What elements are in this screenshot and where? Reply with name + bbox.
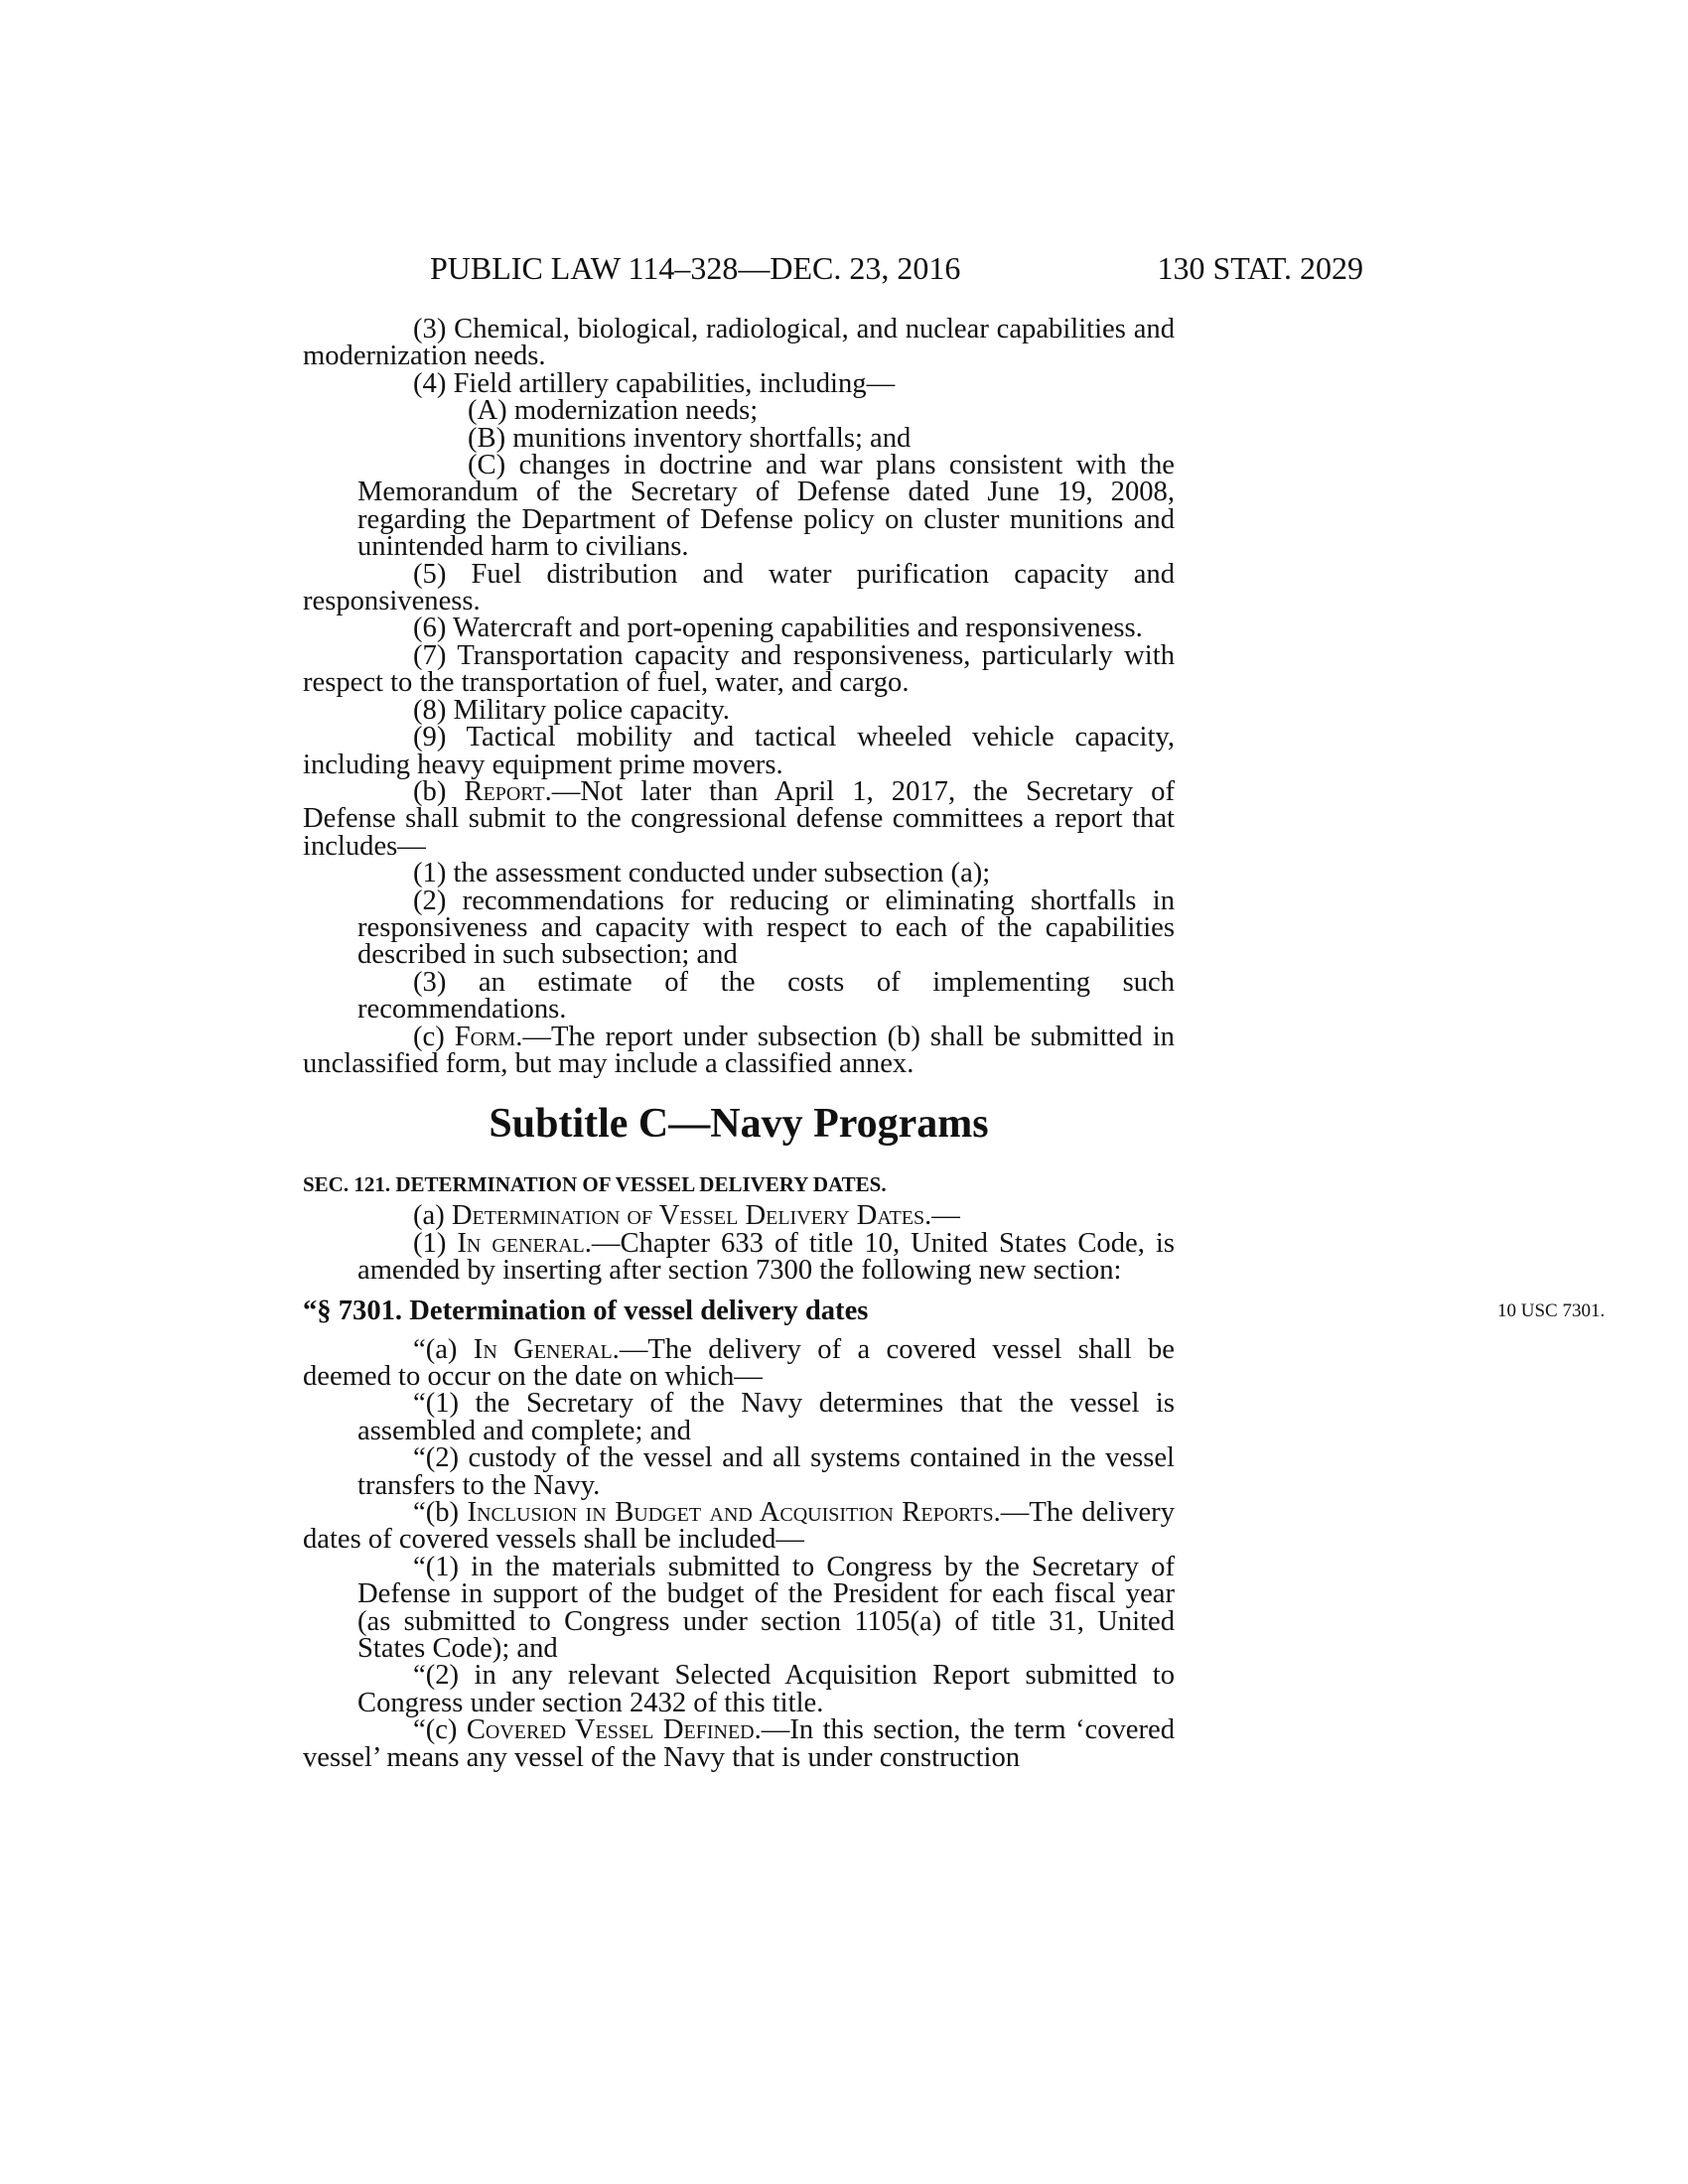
report-item-1: (1) the assessment conducted under subsection (a); [413,858,991,889]
margin-note: 10 USC 7301. [1497,1299,1606,1321]
new-section-b-1: “(1) in the materials submitted to Congress by the Secretary of Defense in support of the budget of the President for each fiscal year (as submitted to Congress under section 1105(a) of title 31, United States Code); and [357,1551,1175,1665]
paragraph-4-b: (B) munitions inventory shortfalls; and [468,422,912,454]
section-heading: SEC. 121. DETERMINATION OF VESSEL DELIVERY DATES. [303,1172,887,1197]
subsection-c-form: (c) Form.—The report under subsection (b) shall be submitted in unclassified form, but may include a classified annex. [303,1021,1175,1079]
paragraph-6: (6) Watercraft and port-opening capabilities and responsiveness. [413,613,1143,644]
subsection-a-heading: (a) Determination of Vessel Delivery Dates.— [413,1200,960,1232]
paragraph-7: (7) Transportation capacity and responsiveness, particularly with respect to the transportation of fuel, water, and cargo. [303,639,1175,699]
paragraph-5: (5) Fuel distribution and water purification capacity and responsiveness. [303,558,1175,617]
subsection-b-report: (b) Report.—Not later than April 1, 2017, the Secretary of Defense shall submit to the congressional defense committees a report that includes— [303,775,1175,862]
paragraph-9: (9) Tactical mobility and tactical wheeled vehicle capacity, including heavy equipment prime movers. [303,722,1175,780]
new-section-b-2: “(2) in any relevant Selected Acquisition Report submitted to Congress under section 2432 of this title. [357,1660,1175,1718]
new-section-subsection-b: “(b) Inclusion in Budget and Acquisition Reports.—The delivery dates of covered vessels shall be included— [303,1497,1175,1556]
subsection-a-1: (1) In general.—Chapter 633 of title 10, United States Code, is amended by inserting after section 7300 the following new section: [357,1227,1175,1287]
new-section-subsection-a: “(a) In General.—The delivery of a covered vessel shall be deemed to occur on the date on which— [303,1333,1176,1392]
report-item-3: (3) an estimate of the costs of implementing such recommendations. [357,966,1175,1025]
paragraph-8: (8) Military police capacity. [413,694,730,726]
running-header-title: PUBLIC LAW 114–328—DEC. 23, 2016 [430,250,961,286]
subsection-heading: Report [464,775,545,807]
report-item-2: (2) recommendations for reducing or eliminating shortfalls in responsiveness and capacity with respect to each of the capabilities described in such subsection; and [357,885,1175,971]
new-section-heading: “§ 7301. Determination of vessel delivery dates 10 USC 7301. [303,1297,1175,1326]
new-section-subsection-c: “(c) Covered Vessel Defined.—In this section, the term ‘covered vessel’ means any vessel of the Navy that is under construction [303,1714,1176,1773]
new-section-a-1: “(1) the Secretary of the Navy determines that the vessel is assembled and complete; and [357,1388,1175,1446]
paragraph-4: (4) Field artillery capabilities, including— [413,367,896,399]
running-header-page-number: 130 STAT. 2029 [1157,250,1363,286]
subtitle-heading: Subtitle C—Navy Programs [489,1101,989,1148]
subsection-heading: Form [454,1021,516,1052]
document-body [303,314,1606,1773]
new-section-a-2: “(2) custody of the vessel and all systems contained in the vessel transfers to the Navy. [357,1442,1175,1501]
paragraph-4-a: (A) modernization needs; [468,395,759,427]
paragraph-4-c: (C) changes in doctrine and war plans consistent with the Memorandum of the Secretary of Defense dated June 19, 2008, regarding the Department of Defense policy on cluster munitions and unintended harm to civilians. [357,450,1175,563]
paragraph-3: (3) Chemical, biological, radiological, and nuclear capabilities and modernization needs. [303,314,1175,372]
